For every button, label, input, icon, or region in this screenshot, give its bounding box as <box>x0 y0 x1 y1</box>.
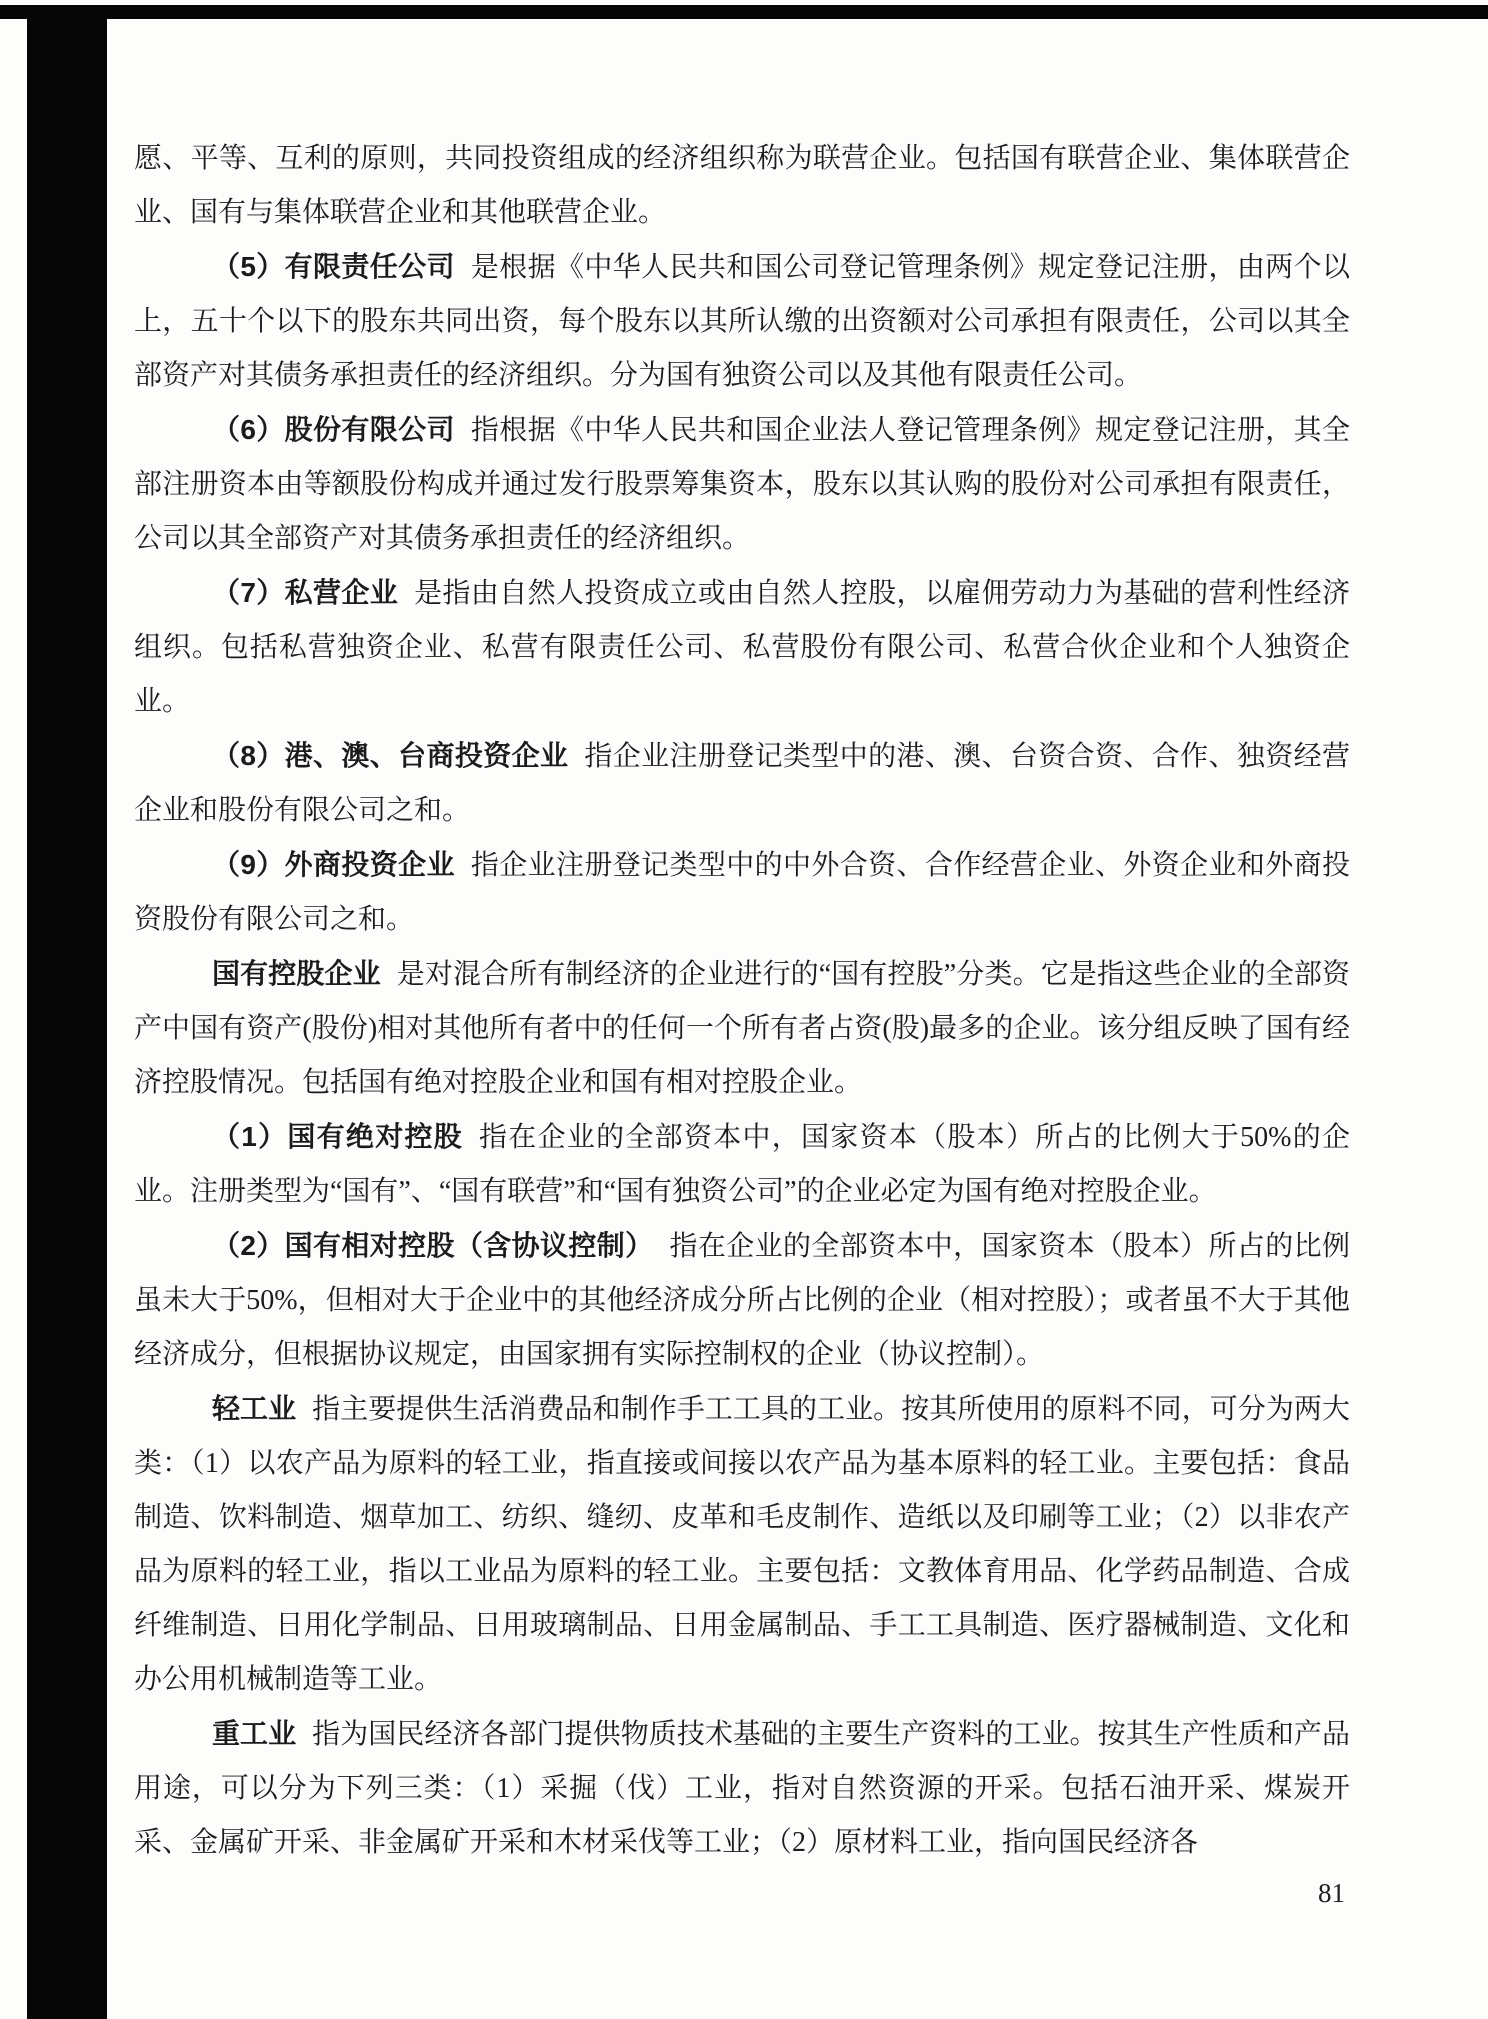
page-body-text <box>134 132 1350 1870</box>
definition-text: 指为国民经济各部门提供物质技术基础的主要生产资料的工业。按其生产性质和产品用途，可以分为下列三类：（1）采掘（伐）工业，指对自然资源的开采。包括石油开采、煤炭开采、金属矿开采、非金属矿开采和木材采伐等工业；（2）原材料工业，指向国民经济各 <box>134 1719 1350 1858</box>
para-state-absolute-holding <box>134 1110 1350 1219</box>
para-limited-liability-company <box>134 240 1350 403</box>
definition-term: 轻工业 <box>212 1393 297 1424</box>
definition-term: 重工业 <box>212 1718 297 1749</box>
page-number: 81 <box>1318 1878 1345 1908</box>
para-foreign-invested <box>134 838 1350 947</box>
para-state-relative-holding <box>134 1219 1350 1382</box>
definition-text: 指在企业的全部资本中，国家资本（股本）所占的比例虽未大于50%，但相对大于企业中的其他经济成分所占比例的企业（相对控股）；或者虽不大于其他经济成分，但根据协议规定，由国家拥有实际控制权的企业（协议控制）。 <box>134 1231 1350 1370</box>
definition-term: （2）国有相对控股（含协议控制） <box>212 1230 654 1261</box>
scan-edge-left <box>27 5 107 2019</box>
scan-edge-top <box>0 5 1488 19</box>
definition-term: （1）国有绝对控股 <box>212 1121 464 1152</box>
definition-text: 指企业注册登记类型中的中外合资、合作经营企业、外资企业和外商投资股份有限公司之和。 <box>134 850 1350 935</box>
para-private-enterprise <box>134 566 1350 729</box>
para-company-limited-by-shares <box>134 403 1350 566</box>
definition-text: 指根据《中华人民共和国企业法人登记管理条例》规定登记注册，其全部注册资本由等额股份构成并通过发行股票筹集资本，股东以其认购的股份对公司承担有限责任，公司以其全部资产对其债务承担责任的经济组织。 <box>134 415 1350 554</box>
definition-text: 是对混合所有制经济的企业进行的“国有控股”分类。它是指这些企业的全部资产中国有资产(股份)相对其他所有者中的任何一个所有者占资(股)最多的企业。该分组反映了国有经济控股情况。包括国有绝对控股企业和国有相对控股企业。 <box>134 959 1350 1098</box>
definition-term: （5）有限责任公司 <box>212 251 455 282</box>
definition-term: （6）股份有限公司 <box>212 414 455 445</box>
definition-term: （9）外商投资企业 <box>212 849 455 880</box>
definition-text: 指企业注册登记类型中的港、澳、台资合资、合作、独资经营企业和股份有限公司之和。 <box>134 741 1350 826</box>
definition-text: 是指由自然人投资成立或由自然人控股，以雇佣劳动力为基础的营利性经济组织。包括私营独资企业、私营有限责任公司、私营股份有限公司、私营合伙企业和个人独资企业。 <box>134 578 1350 717</box>
definition-term: （8）港、澳、台商投资企业 <box>212 740 569 771</box>
para-hk-macao-taiwan-invested <box>134 729 1350 838</box>
para-light-industry <box>134 1382 1350 1707</box>
para-heavy-industry <box>134 1707 1350 1870</box>
para-state-holding-enterprise <box>134 947 1350 1110</box>
definition-term: （7）私营企业 <box>212 577 399 608</box>
definition-text: 是根据《中华人民共和国公司登记管理条例》规定登记注册，由两个以上，五十个以下的股东共同出资，每个股东以其所认缴的出资额对公司承担有限责任，公司以其全部资产对其债务承担责任的经济组织。分为国有独资公司以及其他有限责任公司。 <box>134 252 1350 391</box>
para-joint-venture-continued <box>134 132 1350 240</box>
definition-text: 指主要提供生活消费品和制作手工工具的工业。按其所使用的原料不同，可分为两大类：（1）以农产品为原料的轻工业，指直接或间接以农产品为基本原料的轻工业。主要包括：食品制造、饮料制造、烟草加工、纺织、缝纫、皮革和毛皮制作、造纸以及印刷等工业；（2）以非农产品为原料的轻工业，指以工业品为原料的轻工业。主要包括：文教体育用品、化学药品制造、合成纤维制造、日用化学制品、日用玻璃制品、日用金属制品、手工工具制造、医疗器械制造、文化和办公用机械制造等工业。 <box>134 1394 1350 1695</box>
definition-text: 愿、平等、互利的原则，共同投资组成的经济组织称为联营企业。包括国有联营企业、集体联营企业、国有与集体联营企业和其他联营企业。 <box>134 143 1350 228</box>
definition-term: 国有控股企业 <box>212 958 381 989</box>
definition-text: 指在企业的全部资本中，国家资本（股本）所占的比例大于50%的企业。注册类型为“国有”、“国有联营”和“国有独资公司”的企业必定为国有绝对控股企业。 <box>134 1122 1350 1207</box>
